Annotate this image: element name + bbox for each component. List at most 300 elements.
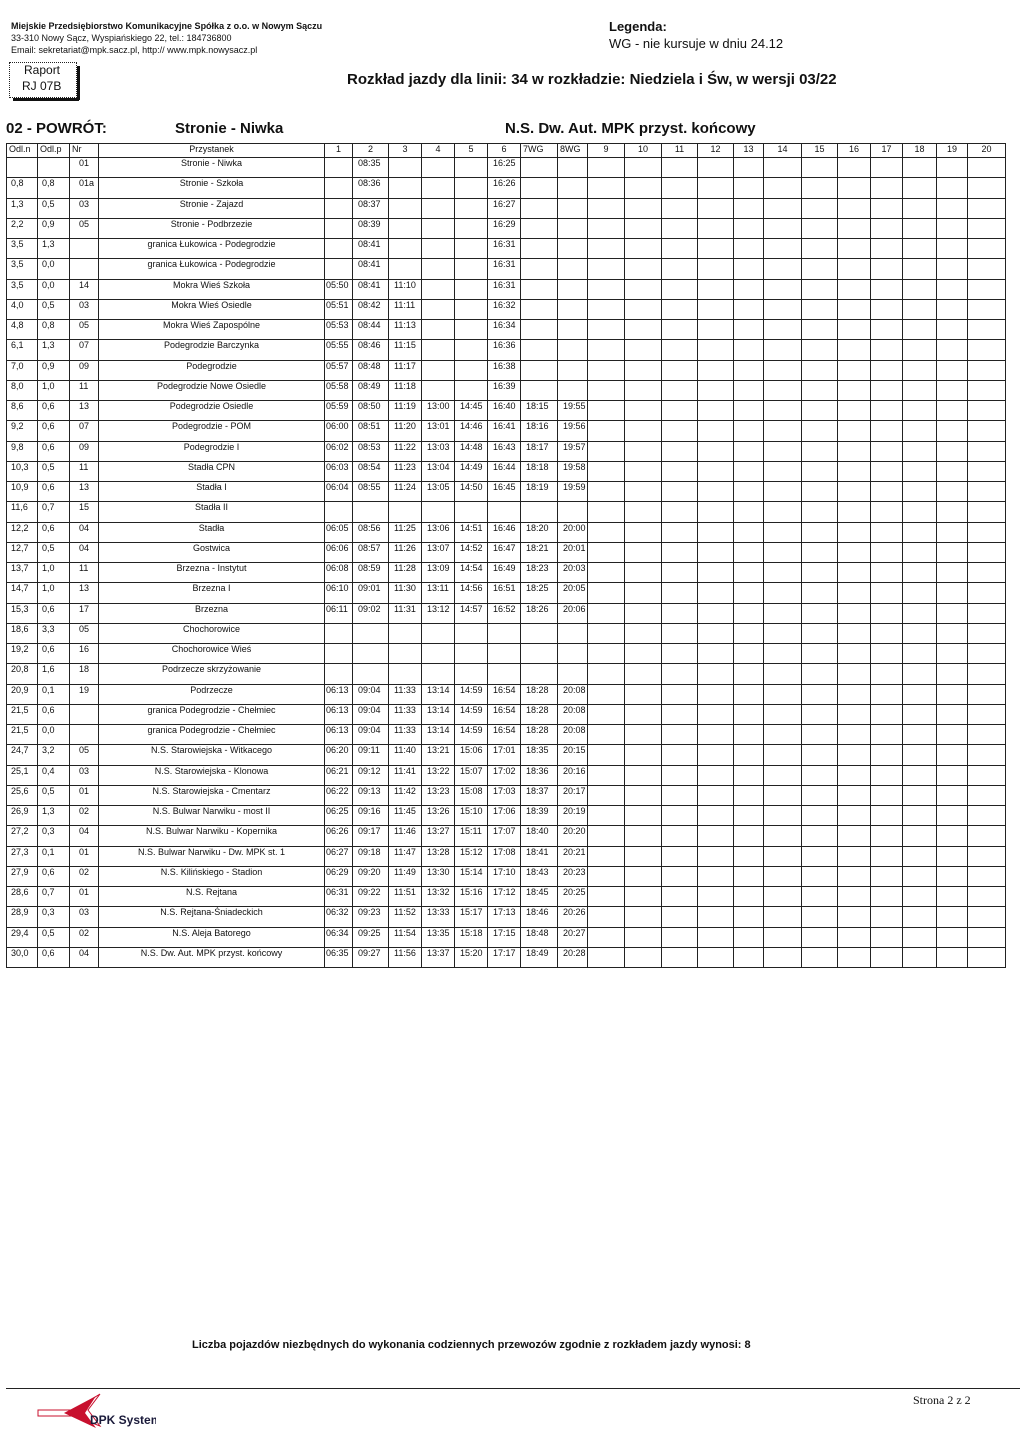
stop-name-cell: Brzezna I [99, 583, 325, 603]
time-cell [558, 502, 588, 522]
time-cell [764, 623, 802, 643]
time-cell [698, 907, 734, 927]
time-cell [734, 461, 764, 481]
distance-total-cell: 12,7 [7, 542, 38, 562]
time-cell [903, 299, 937, 319]
time-cell [764, 583, 802, 603]
column-header: 18 [903, 144, 937, 158]
time-cell [968, 745, 1006, 765]
time-cell [422, 320, 455, 340]
time-cell: 09:23 [353, 907, 389, 927]
time-cell [968, 178, 1006, 198]
time-cell [937, 218, 968, 238]
time-cell [662, 461, 698, 481]
time-cell [455, 380, 488, 400]
time-cell: 09:27 [353, 947, 389, 967]
time-cell: 17:15 [488, 927, 521, 947]
distance-total-cell [7, 158, 38, 178]
time-cell [903, 704, 937, 724]
time-cell [588, 340, 625, 360]
distance-partial-cell: 0,5 [38, 927, 70, 947]
time-cell [871, 198, 903, 218]
time-cell [558, 299, 588, 319]
time-cell: 13:04 [422, 461, 455, 481]
stop-name-cell: granica Podegrodzie - Chełmiec [99, 704, 325, 724]
time-cell: 11:33 [389, 725, 422, 745]
time-cell [838, 806, 871, 826]
time-cell: 11:11 [389, 299, 422, 319]
time-cell [968, 806, 1006, 826]
time-cell [389, 259, 422, 279]
time-cell [937, 239, 968, 259]
distance-partial-cell: 1,6 [38, 664, 70, 684]
distance-total-cell: 4,8 [7, 320, 38, 340]
time-cell [625, 644, 662, 664]
time-cell [802, 785, 838, 805]
time-cell [734, 907, 764, 927]
table-row [7, 704, 1006, 724]
time-cell [325, 644, 353, 664]
distance-partial-cell: 0,9 [38, 360, 70, 380]
time-cell [734, 644, 764, 664]
time-cell: 06:35 [325, 947, 353, 967]
time-cell [838, 522, 871, 542]
time-cell [734, 563, 764, 583]
time-cell: 17:17 [488, 947, 521, 967]
time-cell: 20:08 [558, 725, 588, 745]
time-cell: 13:14 [422, 725, 455, 745]
stop-number-cell: 09 [70, 360, 99, 380]
time-cell [871, 947, 903, 967]
time-cell [802, 218, 838, 238]
distance-partial-cell: 1,3 [38, 806, 70, 826]
time-cell [764, 927, 802, 947]
time-cell [455, 644, 488, 664]
time-cell [558, 644, 588, 664]
column-header: 4 [422, 144, 455, 158]
time-cell [937, 178, 968, 198]
time-cell [968, 502, 1006, 522]
time-cell: 16:36 [488, 340, 521, 360]
time-cell [588, 745, 625, 765]
time-cell [838, 887, 871, 907]
distance-partial-cell: 1,3 [38, 239, 70, 259]
time-cell [521, 218, 558, 238]
time-cell [734, 218, 764, 238]
time-cell [521, 340, 558, 360]
time-cell [625, 563, 662, 583]
distance-total-cell: 25,6 [7, 785, 38, 805]
table-row [7, 320, 1006, 340]
distance-partial-cell: 0,6 [38, 704, 70, 724]
time-cell [422, 218, 455, 238]
time-cell [558, 623, 588, 643]
time-cell: 06:13 [325, 725, 353, 745]
table-row [7, 522, 1006, 542]
time-cell [698, 461, 734, 481]
time-cell [838, 684, 871, 704]
time-cell [937, 279, 968, 299]
time-cell [903, 623, 937, 643]
time-cell [802, 583, 838, 603]
distance-partial-cell: 0,5 [38, 461, 70, 481]
time-cell [903, 603, 937, 623]
distance-total-cell: 27,3 [7, 846, 38, 866]
distance-partial-cell: 1,0 [38, 563, 70, 583]
time-cell: 17:08 [488, 846, 521, 866]
time-cell [389, 664, 422, 684]
time-cell: 06:03 [325, 461, 353, 481]
time-cell [764, 866, 802, 886]
time-cell [734, 866, 764, 886]
time-cell: 05:58 [325, 380, 353, 400]
stop-number-cell: 17 [70, 603, 99, 623]
time-cell [764, 299, 802, 319]
time-cell [455, 178, 488, 198]
time-cell [871, 299, 903, 319]
stop-number-cell: 02 [70, 927, 99, 947]
time-cell [353, 502, 389, 522]
time-cell [422, 259, 455, 279]
time-cell [903, 907, 937, 927]
time-cell [698, 583, 734, 603]
distance-total-cell: 27,2 [7, 826, 38, 846]
time-cell [698, 745, 734, 765]
stop-number-cell: 01 [70, 785, 99, 805]
table-body [7, 158, 1006, 968]
time-cell [698, 927, 734, 947]
time-cell: 06:13 [325, 684, 353, 704]
time-cell [558, 158, 588, 178]
time-cell [802, 887, 838, 907]
distance-partial-cell: 0,8 [38, 178, 70, 198]
stop-name-cell: N.S. Bulwar Narwiku - Dw. MPK st. 1 [99, 846, 325, 866]
time-cell: 19:55 [558, 401, 588, 421]
time-cell: 20:01 [558, 542, 588, 562]
time-cell [422, 502, 455, 522]
time-cell: 06:10 [325, 583, 353, 603]
legend-item: WG - nie kursuje w dniu 24.12 [609, 36, 784, 51]
distance-total-cell: 3,5 [7, 239, 38, 259]
time-cell: 09:17 [353, 826, 389, 846]
time-cell [802, 239, 838, 259]
time-cell [903, 664, 937, 684]
time-cell [764, 502, 802, 522]
time-cell [422, 380, 455, 400]
time-cell [734, 684, 764, 704]
time-cell [802, 320, 838, 340]
time-cell [764, 482, 802, 502]
time-cell [764, 563, 802, 583]
stop-name-cell: Brzezna - Instytut [99, 563, 325, 583]
time-cell: 09:12 [353, 765, 389, 785]
stop-name-cell: Stadła II [99, 502, 325, 522]
stop-number-cell: 01 [70, 158, 99, 178]
distance-total-cell: 8,0 [7, 380, 38, 400]
table-row [7, 218, 1006, 238]
time-cell [625, 360, 662, 380]
time-cell [422, 178, 455, 198]
time-cell: 11:45 [389, 806, 422, 826]
time-cell: 13:26 [422, 806, 455, 826]
column-header: 16 [838, 144, 871, 158]
time-cell [937, 846, 968, 866]
stop-name-cell: Stronie - Podbrzezie [99, 218, 325, 238]
table-row [7, 623, 1006, 643]
time-cell [588, 198, 625, 218]
time-cell [802, 765, 838, 785]
stop-number-cell: 03 [70, 765, 99, 785]
time-cell [968, 198, 1006, 218]
time-cell [698, 947, 734, 967]
time-cell [521, 259, 558, 279]
time-cell [903, 563, 937, 583]
time-cell: 11:20 [389, 421, 422, 441]
time-cell [625, 279, 662, 299]
time-cell [802, 340, 838, 360]
time-cell [734, 887, 764, 907]
table-row [7, 401, 1006, 421]
time-cell [838, 401, 871, 421]
time-cell [662, 765, 698, 785]
time-cell [871, 239, 903, 259]
time-cell: 08:42 [353, 299, 389, 319]
time-cell: 14:45 [455, 401, 488, 421]
time-cell [353, 664, 389, 684]
time-cell [838, 563, 871, 583]
time-cell [968, 563, 1006, 583]
time-cell: 16:54 [488, 684, 521, 704]
time-cell [802, 644, 838, 664]
distance-partial-cell: 0,6 [38, 482, 70, 502]
time-cell: 06:11 [325, 603, 353, 623]
time-cell [802, 502, 838, 522]
distance-partial-cell: 0,0 [38, 259, 70, 279]
time-cell: 16:34 [488, 320, 521, 340]
stop-number-cell: 13 [70, 482, 99, 502]
time-cell: 08:49 [353, 380, 389, 400]
time-cell [625, 542, 662, 562]
distance-partial-cell: 0,1 [38, 846, 70, 866]
time-cell [764, 360, 802, 380]
time-cell [838, 765, 871, 785]
stop-number-cell: 01a [70, 178, 99, 198]
time-cell: 09:04 [353, 725, 389, 745]
time-cell [871, 178, 903, 198]
distance-partial-cell: 1,3 [38, 340, 70, 360]
time-cell [802, 907, 838, 927]
time-cell [662, 603, 698, 623]
route-terminus: N.S. Dw. Aut. MPK przyst. końcowy [505, 120, 756, 137]
time-cell [625, 603, 662, 623]
stop-number-cell: 09 [70, 441, 99, 461]
time-cell [871, 522, 903, 542]
distance-partial-cell: 0,4 [38, 765, 70, 785]
time-cell [455, 259, 488, 279]
time-cell [698, 360, 734, 380]
table-row [7, 482, 1006, 502]
time-cell [937, 725, 968, 745]
time-cell [802, 198, 838, 218]
time-cell: 16:31 [488, 279, 521, 299]
time-cell [325, 502, 353, 522]
stop-name-cell: N.S. Starowiejska - Witkacego [99, 745, 325, 765]
time-cell [698, 340, 734, 360]
distance-total-cell: 20,8 [7, 664, 38, 684]
distance-partial-cell: 0,6 [38, 522, 70, 542]
stop-name-cell: Podegrodzie I [99, 441, 325, 461]
time-cell: 18:28 [521, 684, 558, 704]
time-cell: 11:47 [389, 846, 422, 866]
page-number: Strona 2 z 2 [913, 1393, 971, 1407]
time-cell [662, 704, 698, 724]
time-cell [734, 178, 764, 198]
time-cell [871, 623, 903, 643]
stop-number-cell: 01 [70, 846, 99, 866]
time-cell [968, 522, 1006, 542]
time-cell: 06:02 [325, 441, 353, 461]
time-cell [422, 279, 455, 299]
stop-name-cell: N.S. Rejtana [99, 887, 325, 907]
time-cell [734, 502, 764, 522]
time-cell: 08:55 [353, 482, 389, 502]
distance-total-cell: 18,6 [7, 623, 38, 643]
time-cell [588, 887, 625, 907]
time-cell: 11:30 [389, 583, 422, 603]
stop-name-cell: N.S. Bulwar Narwiku - Kopernika [99, 826, 325, 846]
time-cell: 17:10 [488, 866, 521, 886]
time-cell [625, 623, 662, 643]
time-cell [588, 218, 625, 238]
time-cell [968, 320, 1006, 340]
time-cell [838, 866, 871, 886]
time-cell: 18:28 [521, 725, 558, 745]
time-cell [558, 178, 588, 198]
stop-number-cell: 05 [70, 745, 99, 765]
time-cell [968, 461, 1006, 481]
company-name: Miejskie Przedsiębiorstwo Komunikacyjne Spółka z o.o. w Nowym Sączu [11, 21, 323, 31]
stop-name-cell: Podegrodzie Barczynka [99, 340, 325, 360]
time-cell: 15:06 [455, 745, 488, 765]
time-cell: 11:40 [389, 745, 422, 765]
time-cell [871, 826, 903, 846]
time-cell [389, 178, 422, 198]
time-cell [838, 461, 871, 481]
time-cell [937, 563, 968, 583]
table-row [7, 907, 1006, 927]
column-header: 7WG [521, 144, 558, 158]
time-cell [488, 502, 521, 522]
time-cell: 13:12 [422, 603, 455, 623]
time-cell [838, 178, 871, 198]
time-cell [698, 279, 734, 299]
time-cell [662, 279, 698, 299]
time-cell: 13:11 [422, 583, 455, 603]
time-cell: 14:51 [455, 522, 488, 542]
time-cell [968, 947, 1006, 967]
logo-text: DPK System [90, 1413, 156, 1427]
table-row [7, 158, 1006, 178]
distance-total-cell: 6,1 [7, 340, 38, 360]
time-cell [734, 704, 764, 724]
time-cell [802, 461, 838, 481]
table-row [7, 947, 1006, 967]
time-cell [871, 684, 903, 704]
time-cell [455, 360, 488, 380]
table-header-row [7, 144, 1006, 158]
distance-partial-cell: 0,6 [38, 644, 70, 664]
time-cell [838, 360, 871, 380]
direction-label: 02 - POWRÓT: [6, 120, 107, 137]
time-cell [422, 644, 455, 664]
time-cell [588, 421, 625, 441]
time-cell: 20:00 [558, 522, 588, 542]
stop-number-cell [70, 259, 99, 279]
stop-name-cell: granica Łukowica - Podegrodzie [99, 239, 325, 259]
time-cell [764, 947, 802, 967]
time-cell [764, 603, 802, 623]
time-cell [903, 725, 937, 745]
time-cell [625, 239, 662, 259]
distance-partial-cell: 3,2 [38, 745, 70, 765]
time-cell: 08:51 [353, 421, 389, 441]
time-cell [937, 502, 968, 522]
time-cell [764, 826, 802, 846]
time-cell: 20:23 [558, 866, 588, 886]
time-cell [937, 380, 968, 400]
time-cell: 05:53 [325, 320, 353, 340]
time-cell [662, 401, 698, 421]
distance-partial-cell: 0,6 [38, 401, 70, 421]
time-cell [625, 502, 662, 522]
distance-partial-cell: 0,5 [38, 299, 70, 319]
time-cell: 11:33 [389, 704, 422, 724]
time-cell [422, 360, 455, 380]
time-cell [734, 441, 764, 461]
time-cell [521, 380, 558, 400]
time-cell [734, 583, 764, 603]
time-cell [838, 259, 871, 279]
time-cell [802, 664, 838, 684]
time-cell [871, 664, 903, 684]
time-cell: 18:46 [521, 907, 558, 927]
time-cell [521, 279, 558, 299]
time-cell: 13:07 [422, 542, 455, 562]
time-cell [937, 299, 968, 319]
distance-partial-cell: 0,6 [38, 947, 70, 967]
column-header: 15 [802, 144, 838, 158]
time-cell [968, 623, 1006, 643]
time-cell [937, 887, 968, 907]
time-cell [588, 684, 625, 704]
time-cell: 17:13 [488, 907, 521, 927]
time-cell [698, 603, 734, 623]
time-cell [903, 380, 937, 400]
time-cell [871, 401, 903, 421]
time-cell [764, 218, 802, 238]
time-cell: 16:31 [488, 259, 521, 279]
time-cell: 15:12 [455, 846, 488, 866]
time-cell: 11:10 [389, 279, 422, 299]
time-cell: 16:41 [488, 421, 521, 441]
time-cell: 18:26 [521, 603, 558, 623]
time-cell [698, 866, 734, 886]
time-cell [662, 178, 698, 198]
time-cell [625, 826, 662, 846]
time-cell [734, 664, 764, 684]
column-header: Odl.n [7, 144, 38, 158]
time-cell [389, 158, 422, 178]
